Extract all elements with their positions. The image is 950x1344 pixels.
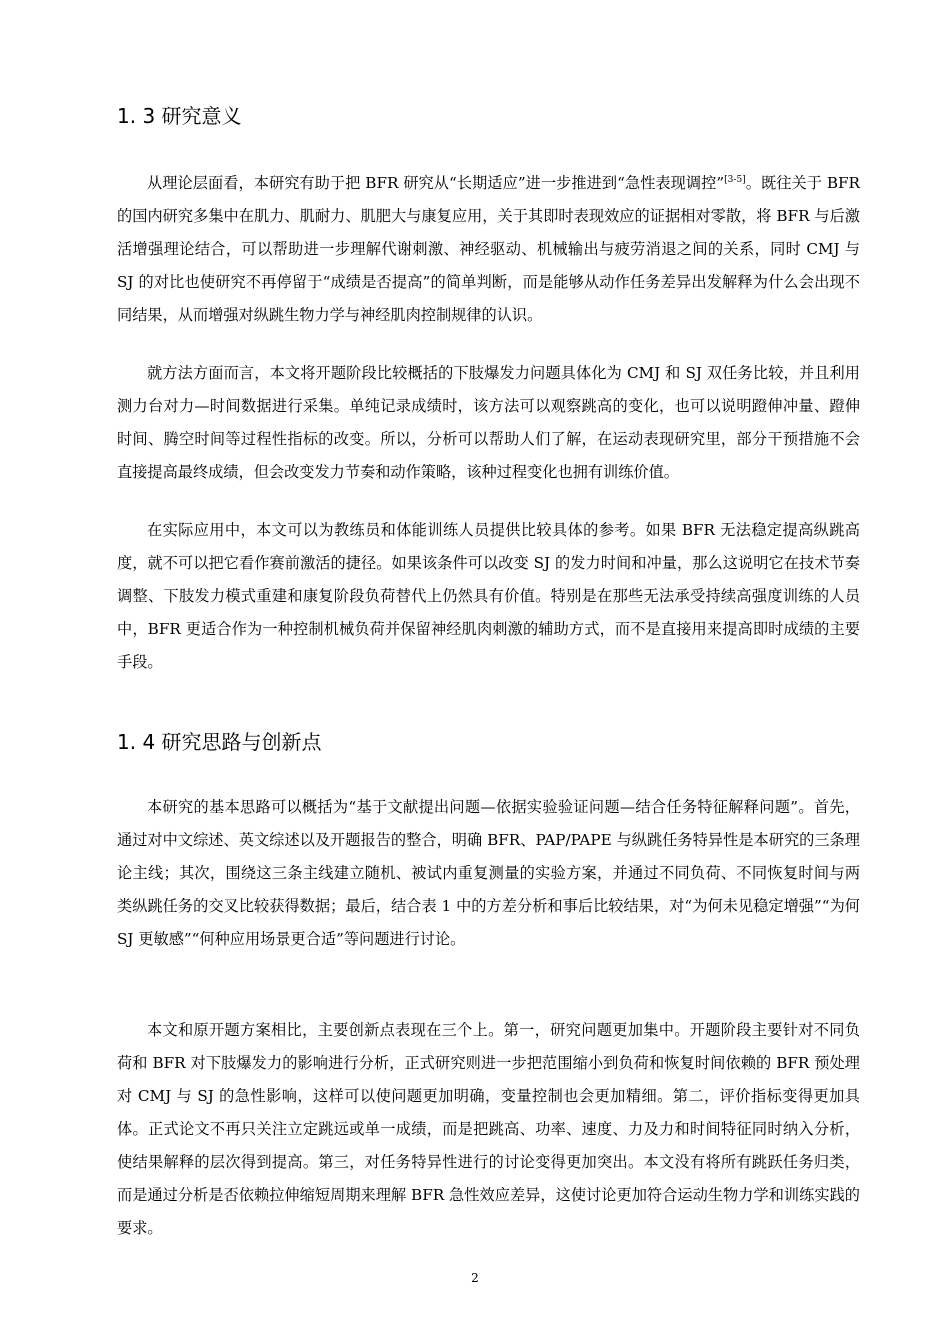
paragraph-innovations: 本文和原开题方案相比，主要创新点表现在三个上。第一，研究问题更加集中。开题阶段主要针对不同负荷和 BFR 对下肢爆发力的影响进行分析，正式研究则进一步把范围缩小到负荷和恢复时间依赖的 BFR 预处理对 CMJ 与 SJ 的急性影响，这样可以使问题更加明确，变量控制也会更加精细。第二，评价指标变得更加具体。正式论文不再只关注立定跳远或单一成绩，而是把跳高、功率、速度、力及力和时间特征同时纳入分析，使结果解释的层次得到提高。第三，对任务特异性进行的讨论变得更加突出。本文没有将所有跳跃任务归类，而是通过分析是否依赖拉伸缩短周期来理解 BFR 急性效应差异，这使讨论更加符合运动生物力学和训练实践的要求。	[117, 1021, 860, 1237]
paragraph-research-approach: 本研究的基本思路可以概括为“基于文献提出问题—依据实验验证问题—结合任务特征解释问题”。首先，通过对中文综述、英文综述以及开题报告的整合，明确 BFR、PAP/PAPE 与纵跳任务特异性是本研究的三条理论主线；其次，围绕这三条主线建立随机、被试内重复测量的实验方案，并通过不同负荷、不同恢复时间与两类纵跳任务的交叉比较获得数据；最后，结合表 1 中的方差分析和事后比较结果，对“为何未见稳定增强”“为何 SJ 更敏感”“何种应用场景更合适”等问题进行讨论。	[117, 798, 860, 948]
section-heading-1-3: 1. 3 研究意义	[117, 104, 242, 128]
paragraph-theoretical-significance	[117, 167, 860, 332]
citation-reference: [3-5]	[724, 175, 746, 185]
paragraph-practical-significance: 在实际应用中，本文可以为教练员和体能训练人员提供比较具体的参考。如果 BFR 无法稳定提高纵跳高度，就不可以把它看作赛前激活的捷径。如果该条件可以改变 SJ 的发力时间和冲量，那么这说明它在技术节奏调整、下肢发力模式重建和康复阶段负荷替代上仍然具有价值。特别是在那些无法承受持续高强度训练的人员中，BFR 更适合作为一种控制机械负荷并保留神经肌肉刺激的辅助方式，而不是直接用来提高即时成绩的主要手段。	[117, 521, 860, 671]
paragraph-text: 。既往关于 BFR 的国内研究多集中在肌力、肌耐力、肌肥大与康复应用，关于其即时表现效应的证据相对零散，将 BFR 与后激活增强理论结合，可以帮助进一步理解代谢刺激、神经驱动、机械输出与疲劳消退之间的关系，同时 CMJ 与 SJ 的对比也使研究不再停留于“成绩是否提高”的简单判断，而是能够从动作任务差异出发解释为什么会出现不同结果，从而增强对纵跳生物力学与神经肌肉控制规律的认识。	[117, 174, 860, 324]
paragraph-methodological-significance: 就方法方面而言，本文将开题阶段比较概括的下肢爆发力问题具体化为 CMJ 和 SJ 双任务比较，并且利用测力台对力—时间数据进行采集。单纯记录成绩时，该方法可以观察跳高的变化，也可以说明蹬伸冲量、蹬伸时间、腾空时间等过程性指标的改变。所以，分析可以帮助人们了解，在运动表现研究里，部分干预措施不会直接提高最终成绩，但会改变发力节奏和动作策略，该种过程变化也拥有训练价值。	[117, 364, 860, 481]
page-number: 2	[471, 1271, 479, 1285]
section-heading-1-4: 1. 4 研究思路与创新点	[117, 730, 322, 754]
paragraph-text: 从理论层面看，本研究有助于把 BFR 研究从“长期适应”进一步推进到“急性表现调控”	[147, 174, 725, 192]
